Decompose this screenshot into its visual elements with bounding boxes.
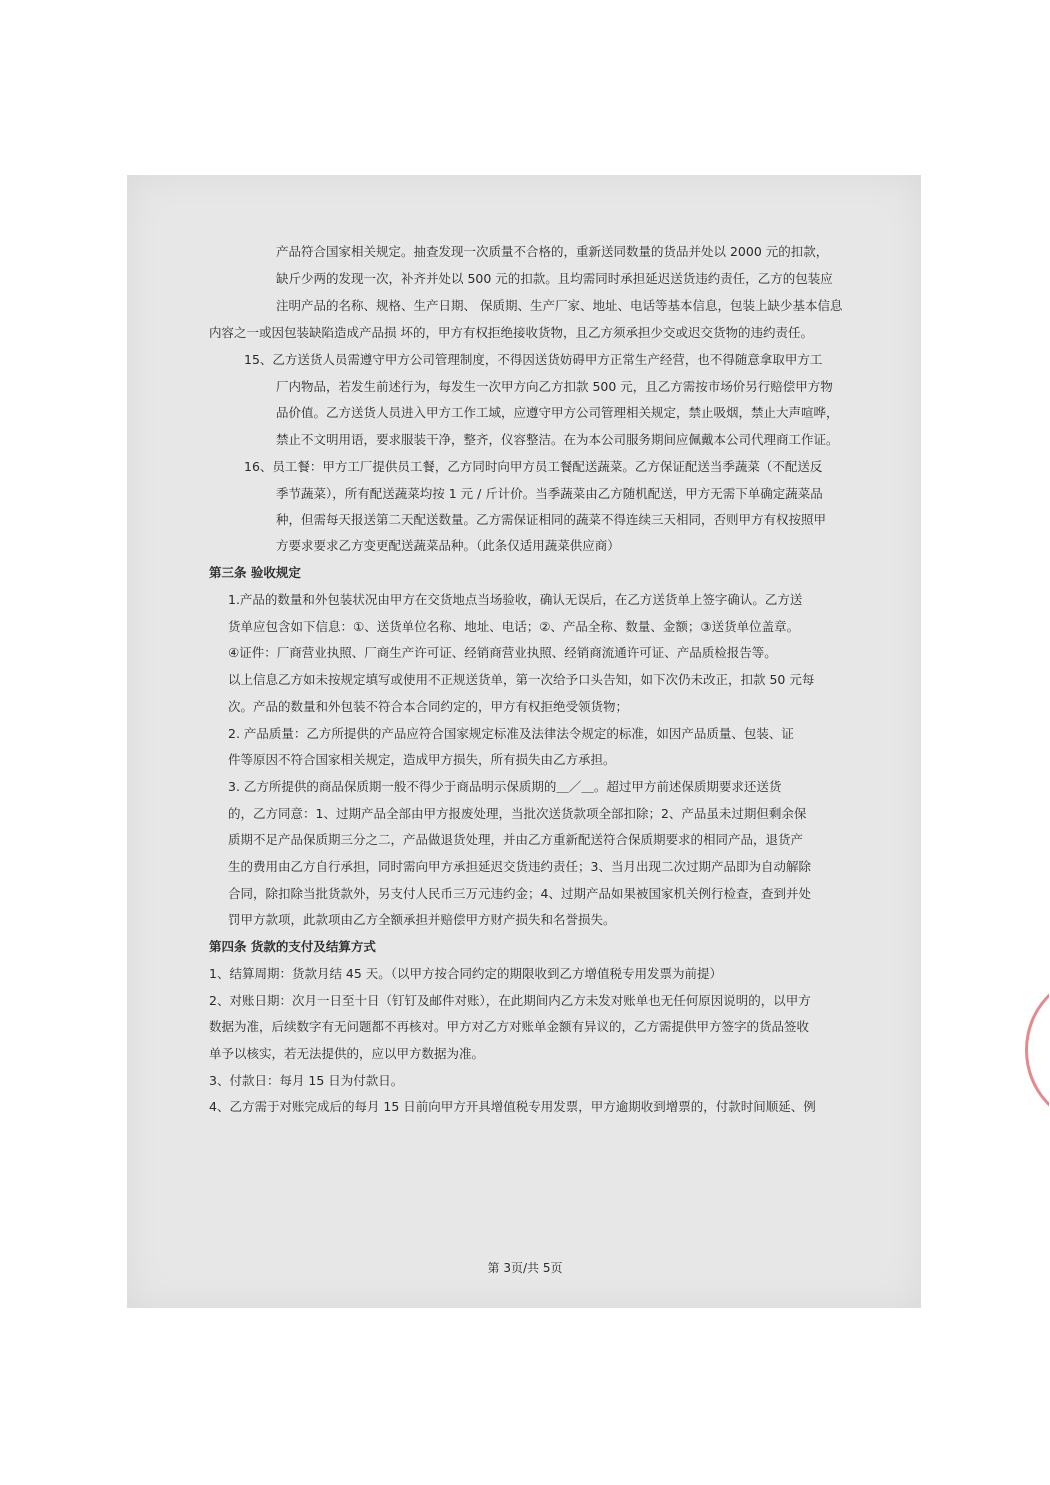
text-line: 禁止不文明用语，要求服装干净，整齐，仪容整洁。在为本公司服务期间应佩戴本公司代理商工作证。 bbox=[276, 432, 839, 447]
text-line: 产品符合国家相关规定。抽查发现一次质量不合格的，重新送同数量的货品并处以 2000 元的扣款， bbox=[276, 244, 829, 259]
text-line: 缺斤少两的发现一次，补齐并处以 500 元的扣款。且均需同时承担延迟送货违约责任，乙方的包装应 bbox=[276, 271, 833, 286]
text-line: 2、对账日期：次月一日至十日（钉钉及邮件对账），在此期间内乙方未发对账单也无任何原因说明的，以甲方 bbox=[209, 993, 811, 1008]
text-line: 注明产品的名称、规格、生产日期、 保质期、生产厂家、地址、电话等基本信息，包装上缺少基本信息 bbox=[276, 298, 843, 313]
text-line: 罚甲方款项，此款项由乙方全额承担并赔偿甲方财产损失和名誉损失。 bbox=[228, 912, 616, 927]
text-line: 次。产品的数量和外包装不符合本合同约定的，甲方有权拒绝受领货物； bbox=[228, 699, 629, 714]
text-line: 质期不足产品保质期三分之二，产品做退货处理，并由乙方重新配送符合保质期要求的相同产品，退货产 bbox=[228, 832, 804, 847]
text-line: 合同，除扣除当批货款外，另支付人民币三万元违约金；4、过期产品如果被国家机关例行检查，查到并处 bbox=[228, 886, 811, 901]
text-line: 4、乙方需于对账完成后的每月 15 日前向甲方开具增值税专用发票，甲方逾期收到增票的，付款时间顺延、例 bbox=[209, 1099, 816, 1114]
text-line: 品价值。乙方送货人员进入甲方工作工域，应遵守甲方公司管理相关规定，禁止吸烟，禁止大声喧哗， bbox=[276, 405, 839, 420]
text-line: 1、结算周期：货款月结 45 天。（以甲方按合同约定的期限收到乙方增值税专用发票为前提） bbox=[209, 966, 723, 981]
text-line: 1.产品的数量和外包装状况由甲方在交货地点当场验收，确认无误后，在乙方送货单上签字确认。乙方送 bbox=[228, 592, 803, 607]
text-line: 单予以核实，若无法提供的，应以甲方数据为准。 bbox=[209, 1046, 485, 1061]
text-line: 数据为准，后续数字有无问题都不再核对。甲方对乙方对账单金额有异议的，乙方需提供甲方签字的货品签收 bbox=[209, 1019, 810, 1034]
text-line: 2. 产品质量：乙方所提供的产品应符合国家规定标准及法律法令规定的标准，如因产品质量、包装、证 bbox=[228, 726, 794, 741]
text-line: 厂内物品，若发生前述行为，每发生一次甲方向乙方扣款 500 元，且乙方需按市场价另行赔偿甲方物 bbox=[276, 379, 833, 394]
text-line: 15、乙方送货人员需遵守甲方公司管理制度，不得因送货妨碍甲方正常生产经营，也不得随意拿取甲方工 bbox=[244, 352, 823, 367]
text-line: 货单应包含如下信息：①、送货单位名称、地址、电话；②、产品全称、数量、金额；③送货单位盖章。 bbox=[228, 619, 800, 634]
text-line: ④证件：厂商营业执照、厂商生产许可证、经销商营业执照、经销商流通许可证、产品质检报告等。 bbox=[228, 645, 777, 660]
text-line: 内容之一或因包装缺陷造成产品损 坏的，甲方有权拒绝接收货物，且乙方须承担少交或迟交货物的违约责任。 bbox=[209, 325, 813, 340]
text-line: 季节蔬菜），所有配送蔬菜均按 1 元 / 斤计价。当季蔬菜由乙方随机配送，甲方无需下单确定蔬菜品 bbox=[276, 486, 823, 501]
text-line: 生的费用由乙方自行承担，同时需向甲方承担延迟交货违约责任；3、当月出现二次过期产品即为自动解除 bbox=[228, 859, 811, 874]
text-line: 件等原因不符合国家相关规定，造成甲方损失，所有损失由乙方承担。 bbox=[228, 752, 616, 767]
section-heading-3: 第三条 验收规定 bbox=[209, 565, 301, 580]
page-number: 第 3页/共 5页 bbox=[487, 1261, 563, 1275]
red-seal-stamp bbox=[1025, 975, 1049, 1125]
text-line: 方要求要求乙方变更配送蔬菜品种。（此条仅适用蔬菜供应商） bbox=[276, 538, 620, 553]
text-line: 种，但需每天报送第二天配送数量。乙方需保证相同的蔬菜不得连续三天相同，否则甲方有权按照甲 bbox=[276, 512, 827, 527]
text-line: 3. 乙方所提供的商品保质期一般不得少于商品明示保质期的＿／＿。超过甲方前述保质期要求还送货 bbox=[228, 779, 782, 794]
section-heading-4: 第四条 货款的支付及结算方式 bbox=[209, 939, 376, 954]
text-line: 16、员工餐：甲方工厂提供员工餐，乙方同时向甲方员工餐配送蔬菜。乙方保证配送当季蔬菜（不配送反 bbox=[244, 459, 823, 474]
text-line: 以上信息乙方如未按规定填写或使用不正规送货单，第一次给予口头告知，如下次仍未改正，扣款 50 元每 bbox=[228, 672, 815, 687]
text-line: 的，乙方同意：1、过期产品全部由甲方报废处理，当批次送货款项全部扣除；2、产品虽未过期但剩余保 bbox=[228, 806, 807, 821]
text-line: 3、付款日：每月 15 日为付款日。 bbox=[209, 1073, 404, 1088]
